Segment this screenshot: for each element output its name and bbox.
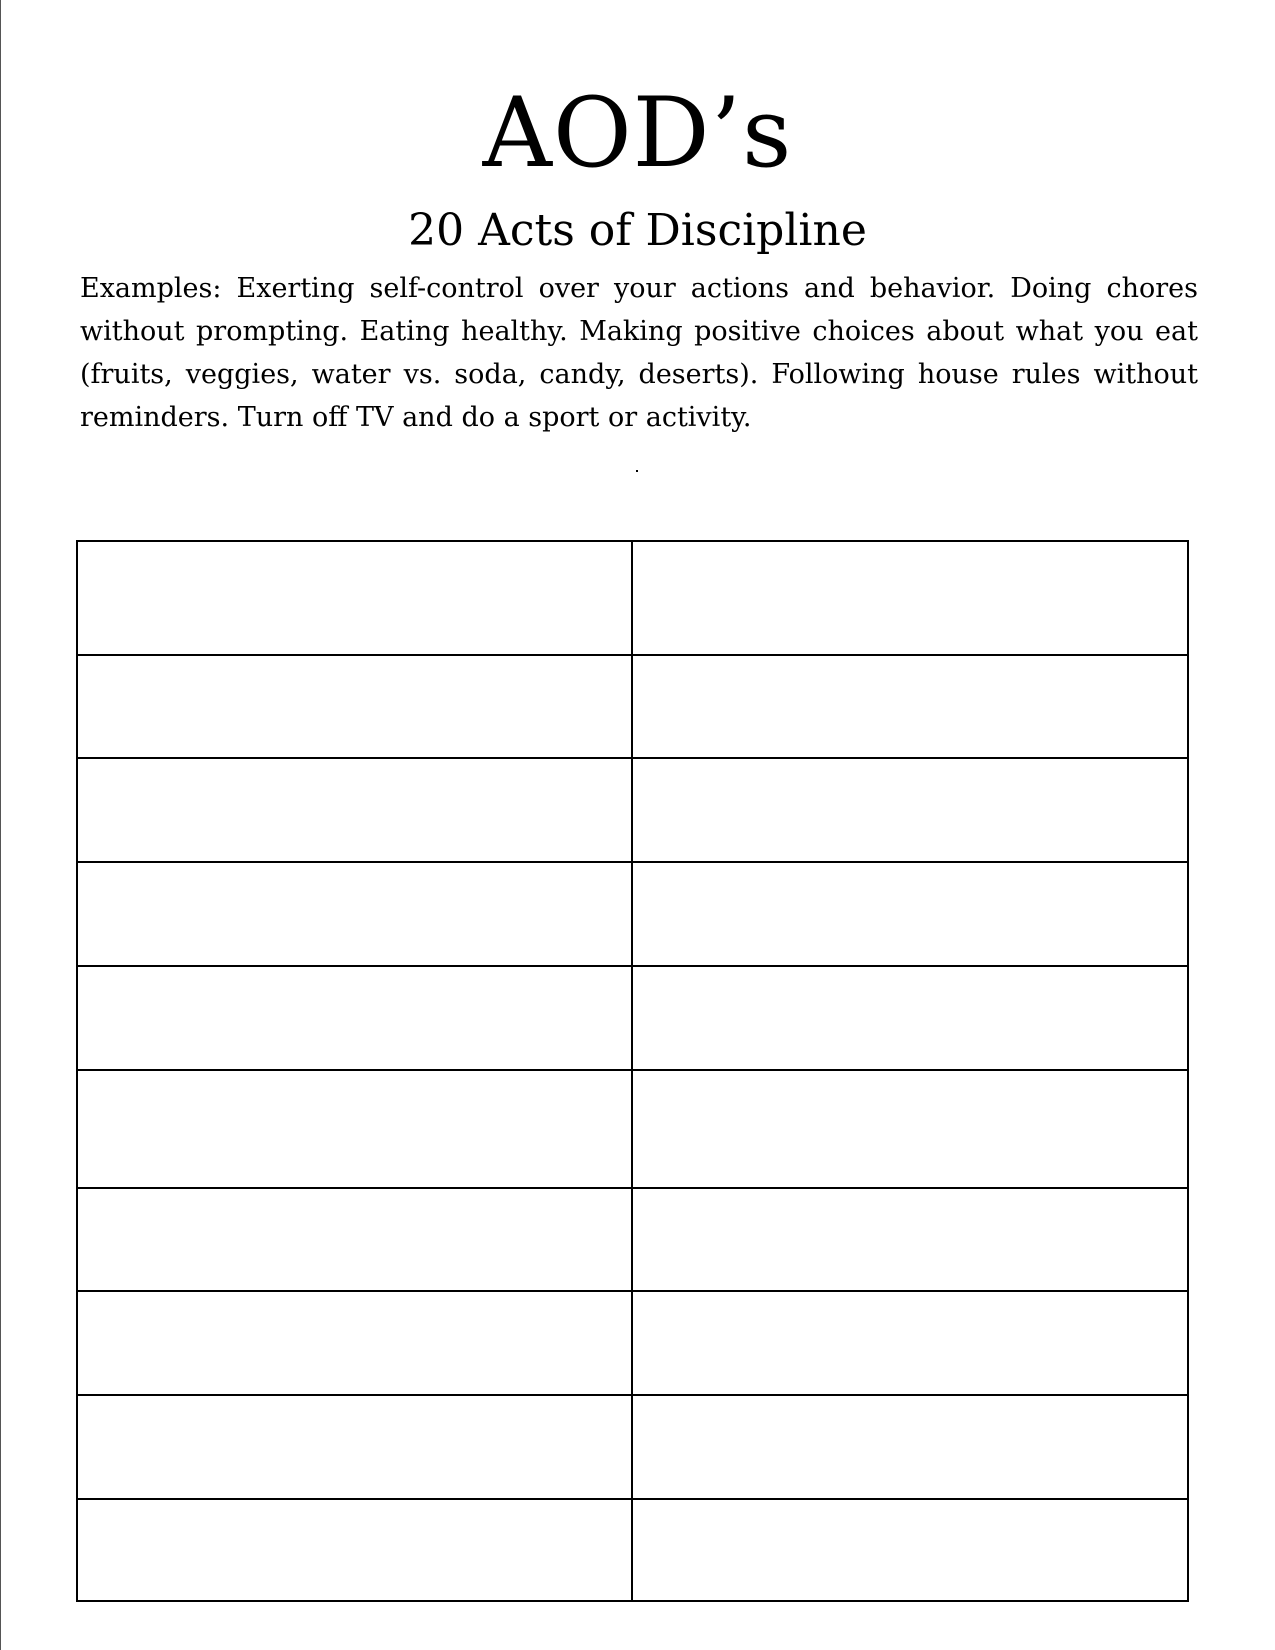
entry-cell-4[interactable] [632,655,1188,758]
entry-cell-14[interactable] [632,1188,1188,1291]
entry-cell-15[interactable] [77,1291,632,1395]
entry-cell-1[interactable] [77,541,632,655]
entry-cell-11[interactable] [77,1070,632,1188]
entry-cell-17[interactable] [77,1395,632,1499]
entry-cell-8[interactable] [632,862,1188,966]
entry-cell-10[interactable] [632,966,1188,1070]
entry-cell-13[interactable] [77,1188,632,1291]
table-row [77,862,1188,966]
table-row [77,655,1188,758]
examples-paragraph: Examples: Exerting self-control over your actions and behavior. Doing chores without prompting. Eating healthy. Making positive choices about what you eat (fruits, veggies, water vs. soda, candy, deserts). Following house rules without reminders. Turn off TV and do a sport or activity. [80,273,1198,433]
entry-cell-7[interactable] [77,862,632,966]
table-row [77,1188,1188,1291]
entry-cell-16[interactable] [632,1291,1188,1395]
entry-cell-6[interactable] [632,758,1188,862]
entry-cell-3[interactable] [77,655,632,758]
table-row [77,541,1188,655]
table-row [77,758,1188,862]
entry-cell-19[interactable] [77,1499,632,1601]
page-subtitle: 20 Acts of Discipline [408,205,867,256]
stray-dot [636,470,638,472]
table-row [77,966,1188,1070]
entry-cell-2[interactable] [632,541,1188,655]
entry-cell-9[interactable] [77,966,632,1070]
entry-cell-12[interactable] [632,1070,1188,1188]
table-row [77,1291,1188,1395]
entry-cell-20[interactable] [632,1499,1188,1601]
table-row [77,1070,1188,1188]
page-title: AOD’s [482,77,793,189]
acts-grid [76,540,1189,1602]
table-row [77,1395,1188,1499]
entry-cell-5[interactable] [77,758,632,862]
entry-cell-18[interactable] [632,1395,1188,1499]
table-row [77,1499,1188,1601]
